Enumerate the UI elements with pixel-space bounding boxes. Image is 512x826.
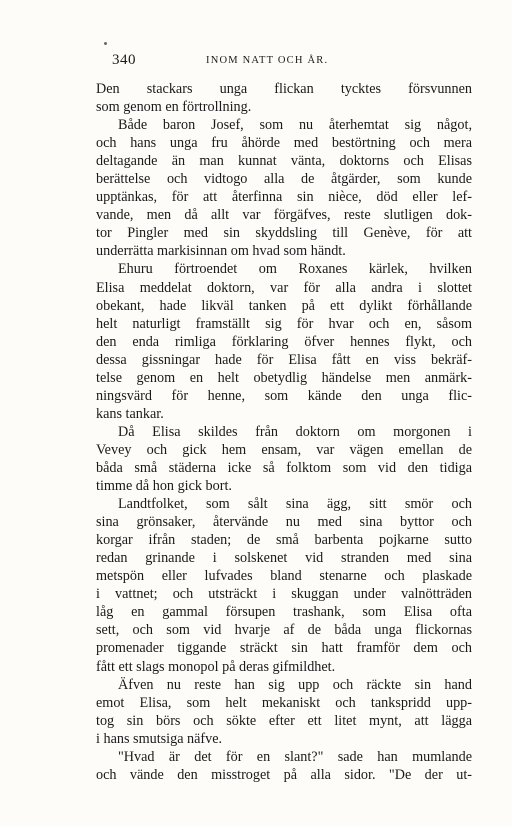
- scan-speck: [104, 42, 107, 45]
- text-line: Den stackars unga flickan tycktes försvunnen: [96, 81, 472, 97]
- text-line: Landtfolket, som sålt sina ägg, sitt smör och: [118, 496, 472, 513]
- text-line: metspön eller lufvades bland stenarne och plaskade: [96, 568, 472, 585]
- text-line: deltagande än man kunnat vänta, doktorns och Elisas: [96, 153, 472, 170]
- text-line: vande, men då allt var förgäfves, reste slutligen dok-: [96, 207, 472, 224]
- text-line: Ehuru förtroendet om Roxanes kärlek, hvilken: [118, 261, 472, 278]
- text-line: och hans unga fru åhörde med bestörtning och mera: [96, 135, 472, 152]
- text-line: emot Elisa, som helt mekaniskt och tankspridd upp-: [96, 694, 472, 711]
- text-line: promenader tiggande sträckt sin hatt framför dem och: [96, 640, 472, 657]
- text-line: i vattnet; och utsträckt i skuggan under valnötträden: [96, 586, 472, 603]
- text-line: timme då hon gick bort.: [96, 478, 232, 495]
- text-line: obekant, hade likväl tanken på ett dylikt förhållande: [96, 297, 472, 314]
- text-line: i hans smutsiga näfve.: [96, 730, 223, 747]
- text-line: båda små städerna icke så folktom som vid den tidiga: [96, 459, 472, 476]
- text-line: som genom en förtrollning.: [96, 99, 252, 116]
- text-line: Vevey och gick hem ensam, var vägen emellan de: [96, 441, 472, 458]
- text-line: dessa gissningar hade för Elisa fått en viss bekräf-: [96, 351, 472, 368]
- text-line: underrätta markisinnan om hvad som händt.: [96, 243, 346, 260]
- text-line: berättelse och vidtogo alla de åtgärder, som kunde: [96, 171, 472, 188]
- text-line: fått ett slags monopol på deras gifmildhet.: [96, 658, 336, 675]
- text-line: den enda rimliga förklaring öfver hennes flykt, och: [96, 333, 472, 350]
- text-line: sett, och som vid hvarje af de båda unga flickornas: [96, 622, 472, 639]
- text-line: tor Pingler med sin skyddsling till Genève, för att: [96, 225, 472, 242]
- text-line: Både baron Josef, som nu återhemtat sig något,: [118, 117, 472, 134]
- text-line: helt naturligt framställt sig för hvar och en, såsom: [96, 315, 472, 332]
- text-line: Då Elisa skildes från doktorn om morgonen i: [118, 423, 472, 440]
- text-line: och vände den misstroget på alla sidor. "De der ut-: [96, 766, 472, 783]
- text-line: sina grönsaker, återvände nu med sina byttor och: [96, 514, 472, 531]
- text-line: tog sin börs och sökte efter ett litet mynt, att lägga: [96, 712, 472, 729]
- text-line: kans tankar.: [96, 405, 164, 422]
- page-header: [112, 52, 470, 72]
- text-line: upptänkas, för att återfinna sin nièce, död eller lef-: [96, 189, 472, 206]
- text-line: Elisa meddelat doktorn, var för alla andra i slottet: [96, 279, 472, 296]
- text-line: låg en gammal försupen trashank, som Elisa ofta: [96, 604, 472, 621]
- text-line: telse genom en helt obetydlig händelse men anmärk-: [96, 369, 472, 386]
- text-line: korgar ifrån staden; de små barbenta pojkarne sutto: [96, 532, 472, 549]
- page-number: 340: [112, 52, 136, 68]
- text-line: "Hvad är det för en slant?" sade han mumlande: [118, 748, 472, 765]
- text-line: redan grinande i solskenet vid stranden med sina: [96, 550, 472, 567]
- body-text: [96, 80, 472, 784]
- running-head: INOM NATT OCH ÅR.: [206, 55, 329, 66]
- text-line: Äfven nu reste han sig upp och räckte sin hand: [118, 676, 472, 693]
- text-line: ningsvärd för henne, som kände den unga flic-: [96, 387, 472, 404]
